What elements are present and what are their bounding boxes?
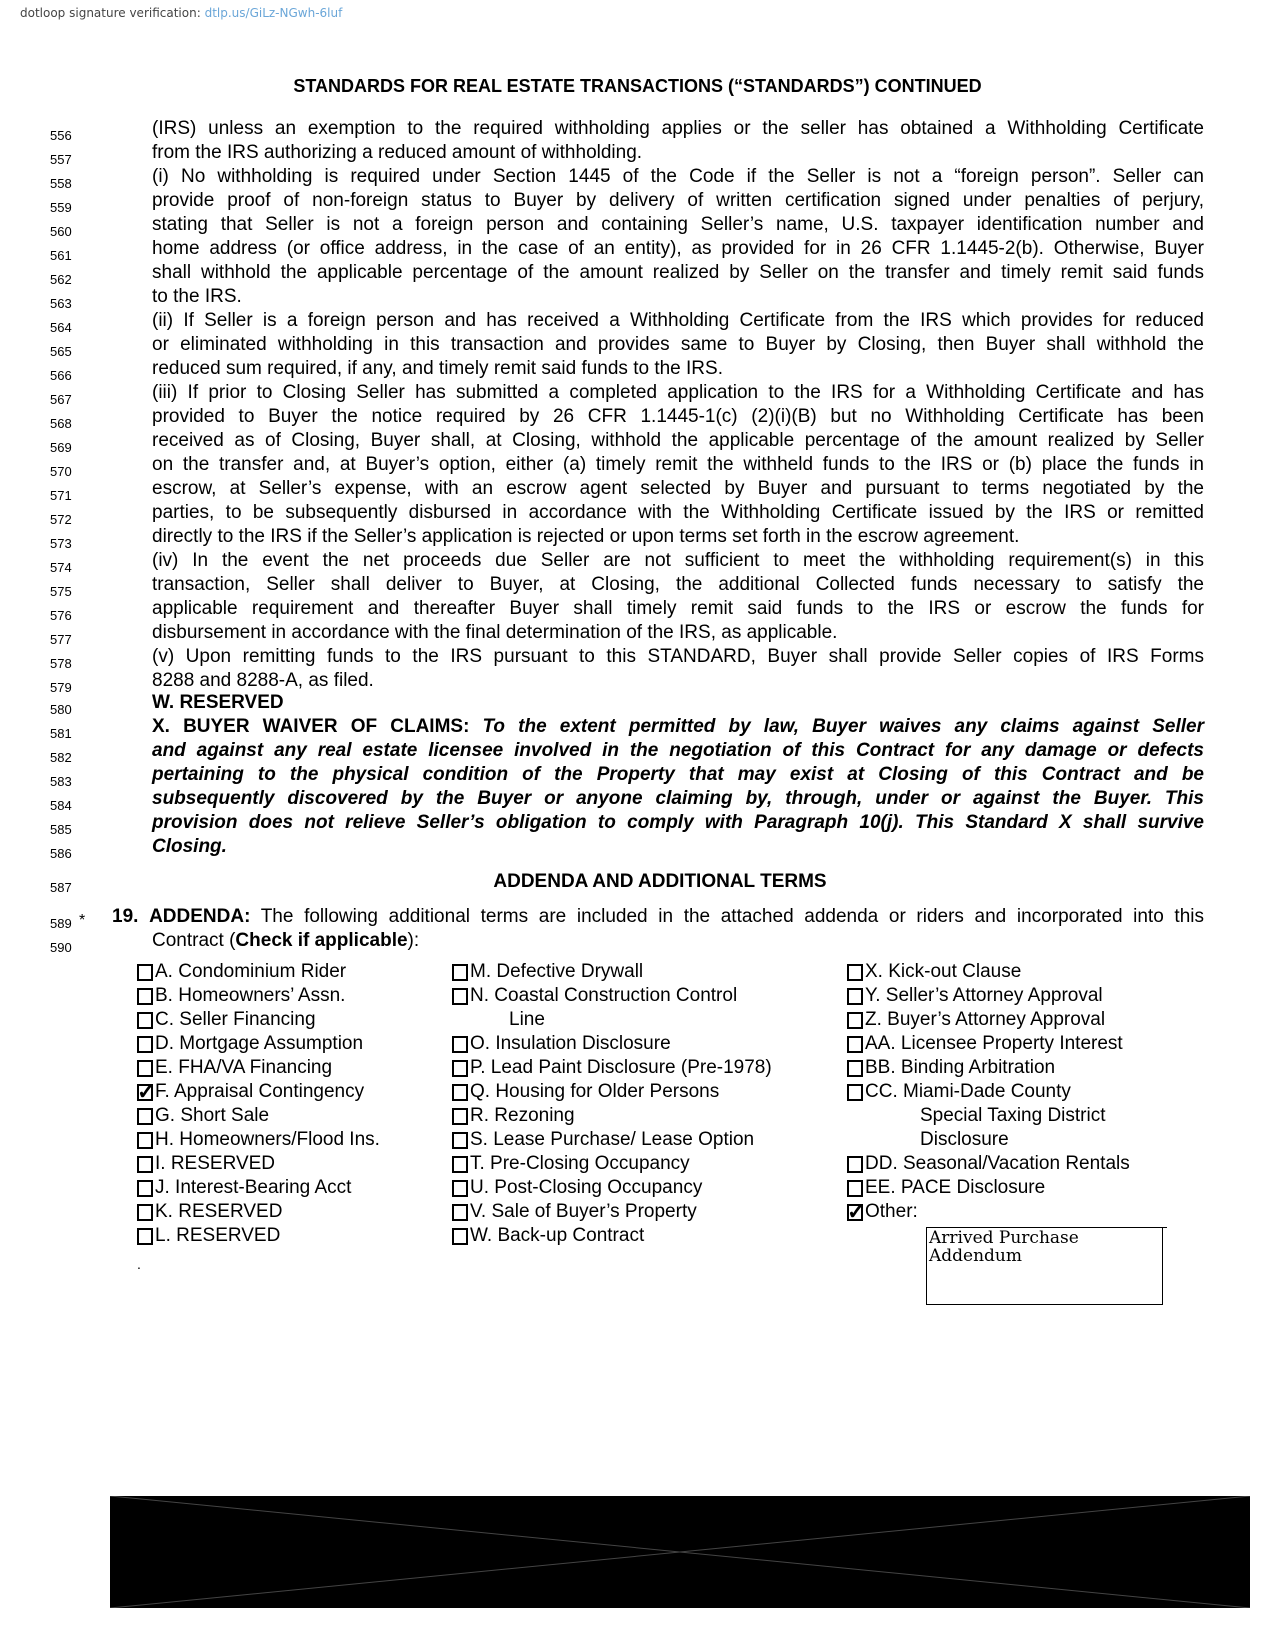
addenda-heading: ADDENDA AND ADDITIONAL TERMS [493, 871, 827, 892]
line-number: 566 [50, 368, 72, 383]
addendum-checkbox[interactable] [452, 1060, 468, 1077]
line-number: 580 [50, 702, 72, 717]
line-number: 585 [50, 822, 72, 837]
addendum-checkbox[interactable] [452, 1156, 468, 1173]
addendum-checkbox[interactable] [137, 1228, 153, 1245]
line-number: 567 [50, 392, 72, 407]
text-line: or eliminated withholding in this transaction and provides same to Buyer by Closing, then Buyer shall withhold the [152, 334, 1204, 355]
addendum-checkbox[interactable] [137, 1012, 153, 1029]
addendum-checkbox[interactable] [847, 1012, 863, 1029]
text-line: directly to the IRS if the Seller’s application is rejected or upon terms set forth in the escrow agreement. [152, 526, 1020, 547]
line-number: 587 [50, 880, 72, 895]
text-line: 8288 and 8288-A, as filed. [152, 670, 374, 691]
line-number: 562 [50, 272, 72, 287]
addendum-checkbox[interactable] [847, 1036, 863, 1053]
addendum-label: X. Kick-out Clause [865, 961, 1022, 982]
addendum-label: BB. Binding Arbitration [865, 1057, 1056, 1078]
addendum-checkbox[interactable] [452, 1204, 468, 1221]
text-line: applicable requirement and thereafter Buyer shall timely remit said funds to the IRS or escrow the funds for [152, 598, 1204, 619]
text-line: escrow, at Seller’s expense, with an escrow agent selected by Buyer and pursuant to terms negotiated by the [152, 478, 1204, 499]
addendum-label: T. Pre-Closing Occupancy [470, 1153, 690, 1174]
other-addendum-field[interactable]: Arrived Purchase Addendum [926, 1227, 1163, 1305]
text-line: stating that Seller is not a foreign person and containing Seller’s name, U.S. taxpayer identification number and [152, 214, 1204, 235]
text-line: received as of Closing, Buyer shall, at Closing, withhold the applicable percentage of the amount realized by Seller [152, 430, 1204, 451]
addendum-label: A. Condominium Rider [155, 961, 347, 982]
line-number: 559 [50, 200, 72, 215]
para-19-check-if-applicable: Check if applicable [235, 930, 408, 951]
addendum-label: R. Rezoning [470, 1105, 575, 1126]
section-w-reserved: W. RESERVED [152, 692, 284, 713]
addendum-checkbox[interactable] [452, 1132, 468, 1149]
addendum-label: P. Lead Paint Disclosure (Pre-1978) [470, 1057, 772, 1078]
line-number: 578 [50, 656, 72, 671]
line-number: 565 [50, 344, 72, 359]
addendum-label: J. Interest-Bearing Acct [155, 1177, 352, 1198]
addendum-label: C. Seller Financing [155, 1009, 316, 1030]
line-number: 576 [50, 608, 72, 623]
line-number: 579 [50, 680, 72, 695]
line-number: 561 [50, 248, 72, 263]
line-number: 557 [50, 152, 72, 167]
addendum-checkbox[interactable] [137, 1060, 153, 1077]
text-line: from the IRS authorizing a reduced amount of withholding. [152, 142, 643, 163]
addendum-label: Q. Housing for Older Persons [470, 1081, 720, 1102]
para-19-second-line [152, 930, 1204, 952]
addendum-label: H. Homeowners/Flood Ins. [155, 1129, 380, 1150]
line-number: 571 [50, 488, 72, 503]
verification-label: dotloop signature verification: [20, 6, 201, 20]
text-line: disbursement in accordance with the final determination of the IRS, as applicable. [152, 622, 838, 643]
addendum-checkbox[interactable] [137, 1180, 153, 1197]
line-number: 590 [50, 940, 72, 955]
stray-dot: . [137, 1256, 141, 1272]
line-number: 573 [50, 536, 72, 551]
line-number: 570 [50, 464, 72, 479]
addendum-checkbox[interactable] [137, 1132, 153, 1149]
text-line: home address (or office address, in the case of an entity), as provided for in 26 CFR 1.1445-2(b). Otherwise, Buyer [152, 238, 1204, 259]
addendum-label: E. FHA/VA Financing [155, 1057, 333, 1078]
addendum-checkbox[interactable] [847, 1180, 863, 1197]
line-number: 558 [50, 176, 72, 191]
addendum-checkbox[interactable] [452, 1084, 468, 1101]
checkmark-icon: ✓ [137, 1079, 156, 1104]
footer-redaction-bar [110, 1496, 1250, 1608]
text-line: shall withhold the applicable percentage of the amount realized by Seller on the transfer and timely remit said funds [152, 262, 1204, 283]
text-line: to the IRS. [152, 286, 242, 307]
addendum-checkbox[interactable] [137, 1156, 153, 1173]
addendum-label: S. Lease Purchase/ Lease Option [470, 1129, 755, 1150]
text-line: (i) No withholding is required under Section 1445 of the Code if the Seller is not a “foreign person”. Seller can [152, 166, 1204, 187]
para-19-heading: ADDENDA: [149, 906, 251, 927]
addendum-checkbox[interactable] [847, 1156, 863, 1173]
addendum-label: Y. Seller’s Attorney Approval [865, 985, 1103, 1006]
line-number: 572 [50, 512, 72, 527]
para-19-text: The following additional terms are included in the attached addenda or riders and incorporated into this [260, 906, 1204, 927]
line-number: 589 [50, 916, 72, 931]
change-marker: * [79, 912, 86, 929]
line-number: 577 [50, 632, 72, 647]
line-number: 586 [50, 846, 72, 861]
text-line: transaction, Seller shall deliver to Buyer, at Closing, the additional Collected funds necessary to satisfy the [152, 574, 1204, 595]
text-line: Closing. [152, 836, 227, 857]
addendum-checkbox[interactable] [137, 1204, 153, 1221]
addendum-label: M. Defective Drywall [470, 961, 644, 982]
addendum-label: EE. PACE Disclosure [865, 1177, 1046, 1198]
addendum-checkbox[interactable] [137, 964, 153, 981]
text-line: provision does not relieve Seller’s obligation to comply with Paragraph 10(j). This Standard X shall survive [152, 812, 1204, 833]
line-number: 584 [50, 798, 72, 813]
addendum-checkbox[interactable] [452, 1180, 468, 1197]
text-line: subsequently discovered by the Buyer or anyone claiming by, through, under or against the Buyer. This [152, 788, 1204, 809]
text-line: (v) Upon remitting funds to the IRS pursuant to this STANDARD, Buyer shall provide Seller copies of IRS Forms [152, 646, 1204, 667]
line-number: 568 [50, 416, 72, 431]
line-number: 575 [50, 584, 72, 599]
text-line: pertaining to the physical condition of the Property that may exist at Closing of this Contract and be [152, 764, 1204, 785]
section-x-first-line: To the extent permitted by law, Buyer waives any claims against Seller [482, 716, 1205, 737]
line-number: 560 [50, 224, 72, 239]
section-x-claims [152, 716, 1204, 738]
addendum-checkbox[interactable] [452, 988, 468, 1005]
text-line: (iii) If prior to Closing Seller has submitted a completed application to the IRS for a Withholding Certificate and has [152, 382, 1204, 403]
text-line: reduced sum required, if any, and timely remit said funds to the IRS. [152, 358, 723, 379]
text-line: (IRS) unless an exemption to the required withholding applies or the seller has obtained a Withholding Certificate [152, 118, 1204, 139]
addendum-checkbox[interactable] [452, 1108, 468, 1125]
addendum-label: G. Short Sale [155, 1105, 270, 1126]
addendum-label: V. Sale of Buyer’s Property [470, 1201, 697, 1222]
para-19-close: ): [407, 930, 420, 951]
addendum-checkbox[interactable] [847, 1084, 863, 1101]
addendum-checkbox[interactable] [452, 1228, 468, 1245]
addendum-label: U. Post-Closing Occupancy [470, 1177, 703, 1198]
addendum-checkbox[interactable] [847, 988, 863, 1005]
addendum-label: DD. Seasonal/Vacation Rentals [865, 1153, 1130, 1174]
line-number: 563 [50, 296, 72, 311]
text-line: parties, to be subsequently disbursed in accordance with the Withholding Certificate issued by the IRS or remitted [152, 502, 1204, 523]
addendum-checkbox[interactable] [452, 964, 468, 981]
addendum-label: K. RESERVED [155, 1201, 283, 1222]
addendum-label: Other: [865, 1201, 918, 1222]
text-line: provided to Buyer the notice required by 26 CFR 1.1445-1(c) (2)(i)(B) but no Withholding Certificate has been [152, 406, 1204, 427]
addendum-label: W. Back-up Contract [470, 1225, 645, 1246]
checkmark-icon: ✓ [847, 1199, 866, 1224]
addendum-label-continued: Disclosure [920, 1129, 1009, 1150]
addendum-label: B. Homeowners’ Assn. [155, 985, 346, 1006]
addendum-label: Z. Buyer’s Attorney Approval [865, 1009, 1106, 1030]
verification-link[interactable]: dtlp.us/GiLz-NGwh-6luf [204, 6, 343, 20]
line-number: 582 [50, 750, 72, 765]
para-19-first-line [112, 906, 1204, 928]
addendum-checkbox[interactable] [137, 1036, 153, 1053]
addendum-checkbox[interactable] [137, 1108, 153, 1125]
addendum-label: AA. Licensee Property Interest [865, 1033, 1123, 1054]
footer-cross-lines [110, 1496, 1250, 1608]
text-line: (ii) If Seller is a foreign person and has received a Withholding Certificate from the IRS which provides for reduced [152, 310, 1204, 331]
text-line: (iv) In the event the net proceeds due Seller are not sufficient to meet the withholding requirement(s) in this [152, 550, 1204, 571]
section-x-heading: X. BUYER WAIVER OF CLAIMS: [152, 716, 470, 737]
line-number: 569 [50, 440, 72, 455]
text-line: provide proof of non-foreign status to Buyer by delivery of written certification signed under penalties of perjury, [152, 190, 1204, 211]
addendum-label: I. RESERVED [155, 1153, 276, 1174]
page-title: STANDARDS FOR REAL ESTATE TRANSACTIONS (“STANDARDS”) CONTINUED [293, 76, 982, 96]
addendum-checkbox[interactable] [847, 964, 863, 981]
para-19-number: 19. [112, 906, 139, 927]
addendum-checkbox[interactable] [452, 1036, 468, 1053]
addendum-label: D. Mortgage Assumption [155, 1033, 364, 1054]
text-line: and against any real estate licensee involved in the negotiation of this Contract for any damage or defects [152, 740, 1204, 761]
signature-verification [20, 6, 342, 20]
line-number: 556 [50, 128, 72, 143]
addendum-label: F. Appraisal Contingency [155, 1081, 365, 1102]
line-number: 564 [50, 320, 72, 335]
addendum-label-continued: Line [509, 1009, 545, 1030]
addendum-label: N. Coastal Construction Control [470, 985, 738, 1006]
para-19-contract: Contract ( [152, 930, 236, 951]
addendum-label: O. Insulation Disclosure [470, 1033, 671, 1054]
addendum-label-continued: Special Taxing District [920, 1105, 1106, 1126]
addendum-label: CC. Miami-Dade County [865, 1081, 1071, 1102]
line-number: 574 [50, 560, 72, 575]
text-line: on the transfer and, at Buyer’s option, either (a) timely remit the withheld funds to the IRS or (b) place the funds in [152, 454, 1204, 475]
addendum-label: L. RESERVED [155, 1225, 281, 1246]
line-number: 583 [50, 774, 72, 789]
addendum-checkbox[interactable] [137, 988, 153, 1005]
addendum-checkbox[interactable] [847, 1060, 863, 1077]
line-number: 581 [50, 726, 72, 741]
